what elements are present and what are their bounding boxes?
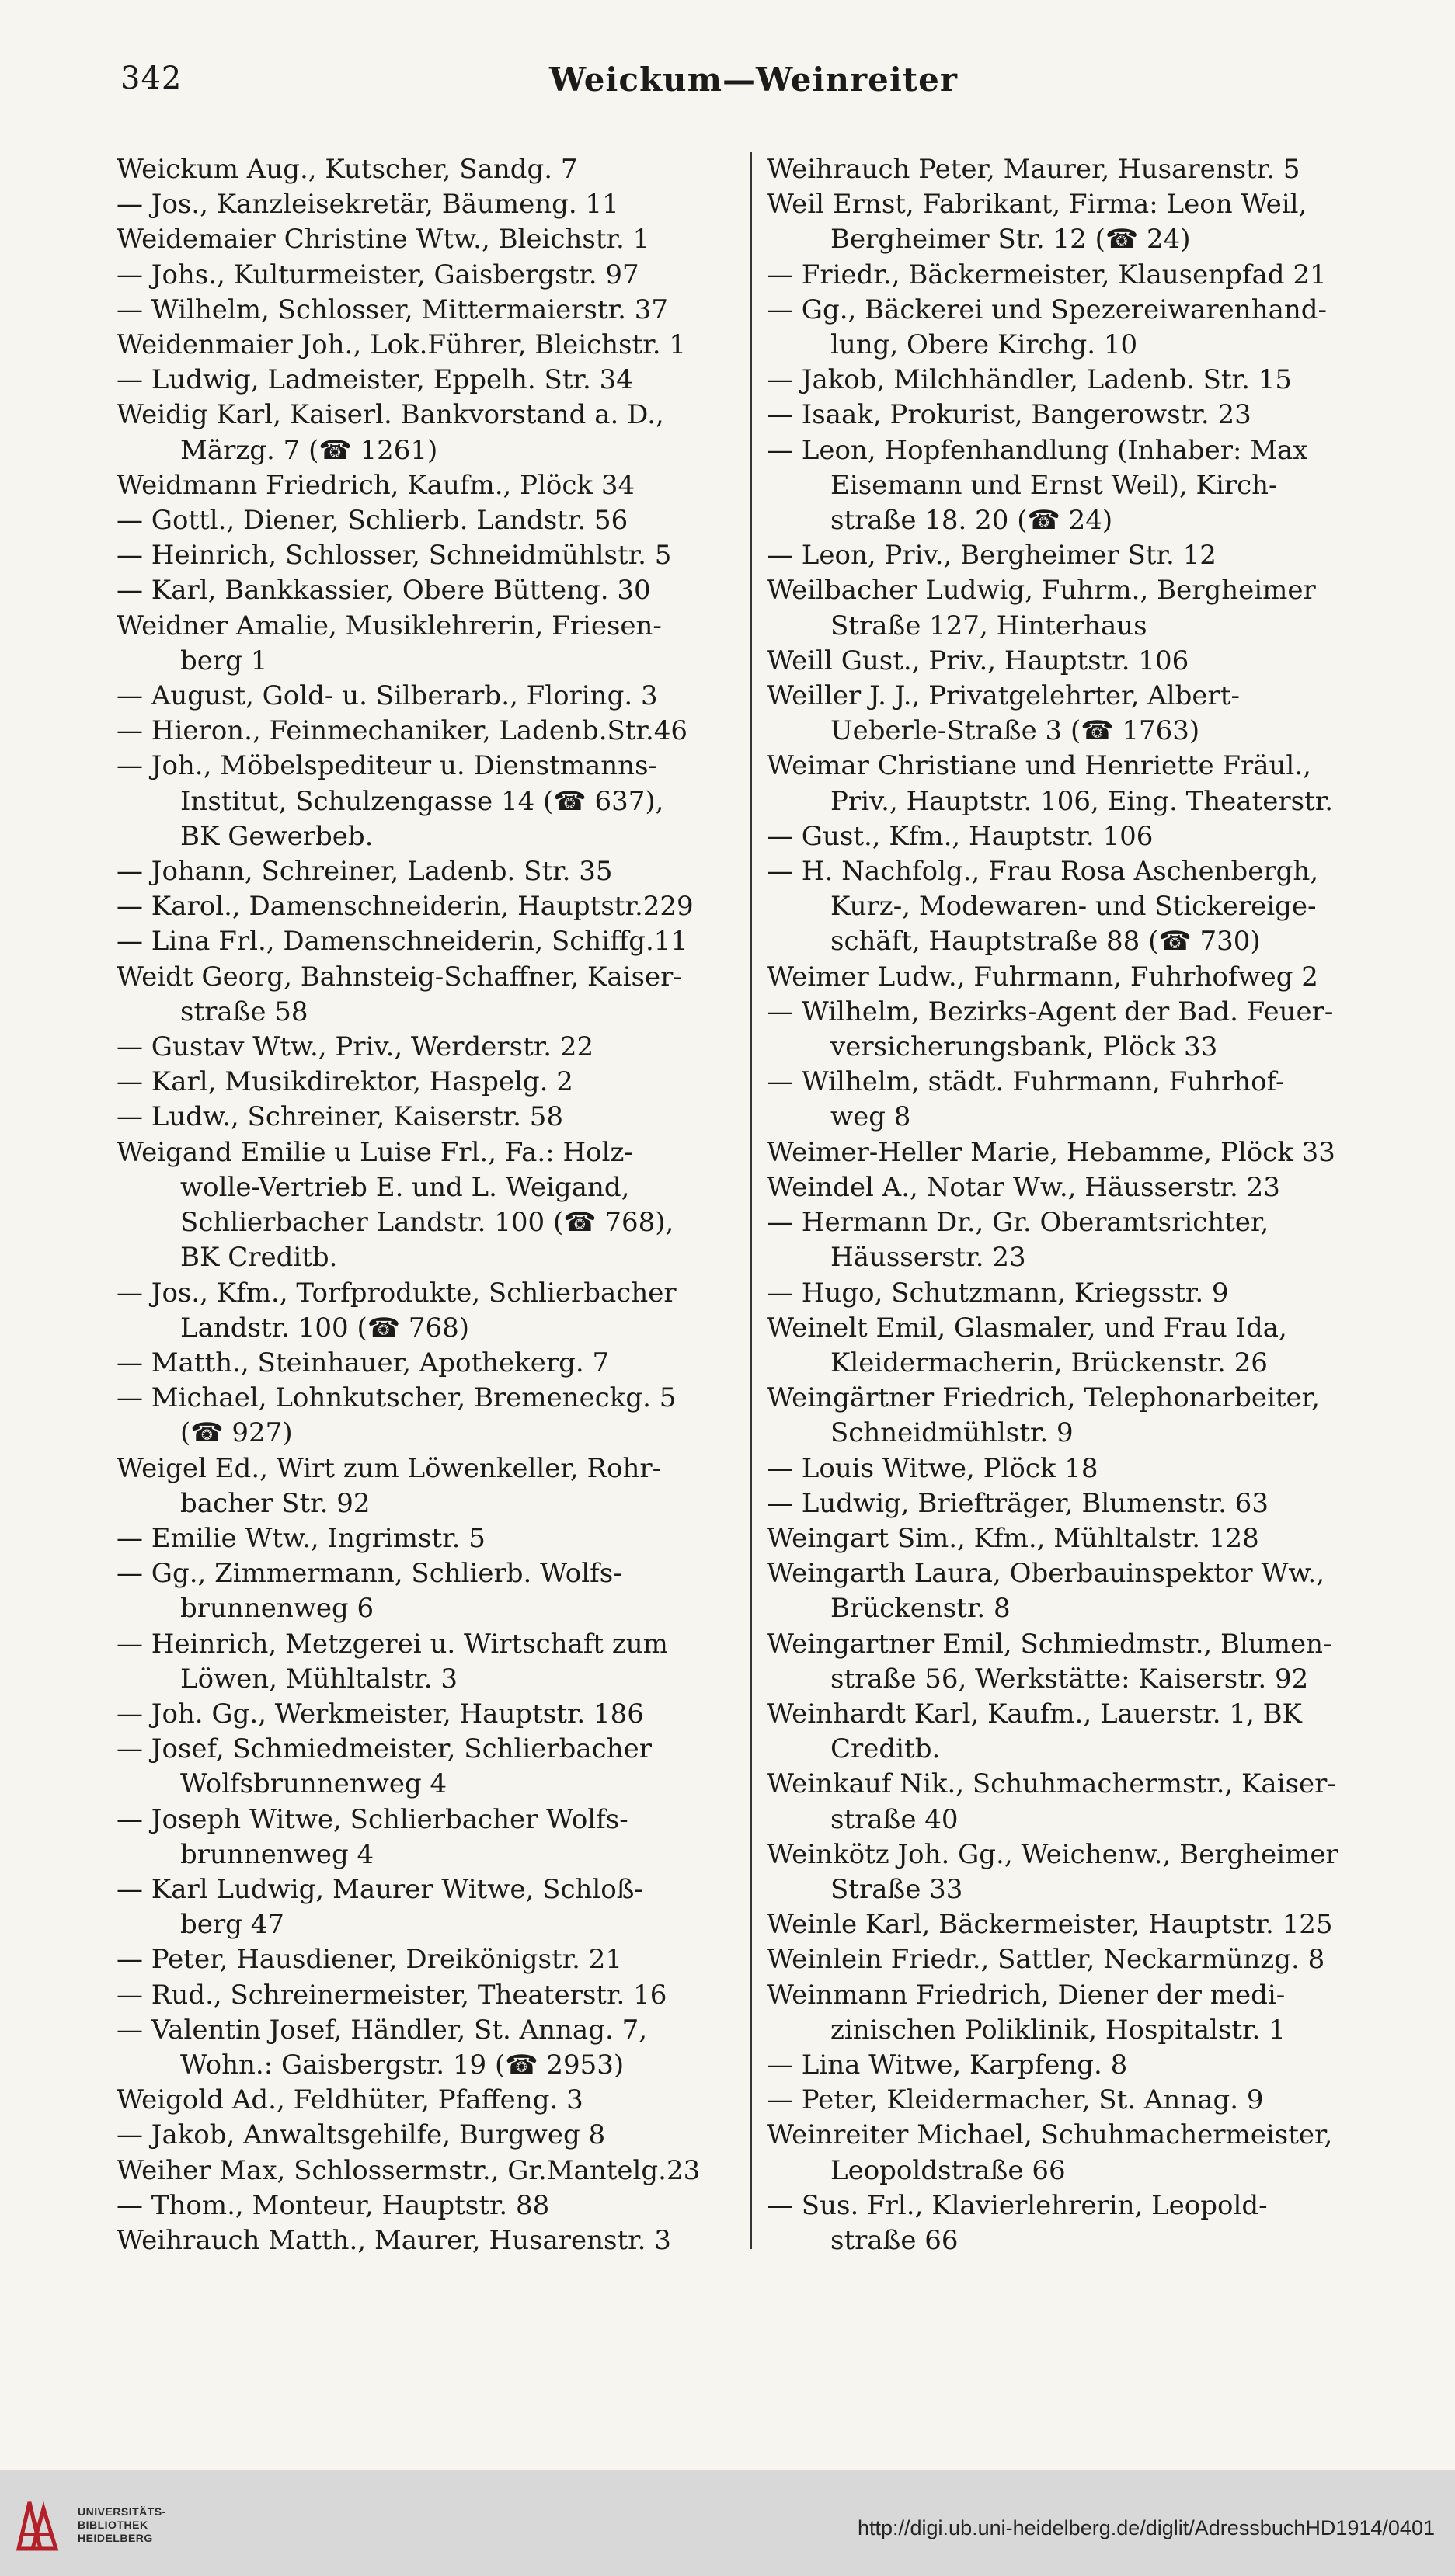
directory-entry-line: Weigand Emilie u Luise Frl., Fa.: Holz- xyxy=(117,1136,633,1168)
directory-entry-line: Brückenstr. 8 xyxy=(830,1593,1011,1625)
directory-entry-line: — Joh. Gg., Werkmeister, Hauptstr. 186 xyxy=(117,1698,644,1730)
directory-entry-line: Creditb. xyxy=(830,1733,941,1765)
footer-bar xyxy=(0,2470,1455,2576)
directory-entry-line: Weimer Ludw., Fuhrmann, Fuhrhofweg 2 xyxy=(767,961,1318,993)
directory-entry-line: Weinreiter Michael, Schuhmachermeister, xyxy=(767,2119,1333,2151)
directory-entry-line: Weinhardt Karl, Kaufm., Lauerstr. 1, BK xyxy=(767,1698,1302,1730)
directory-entry-line: weg 8 xyxy=(830,1101,911,1133)
directory-entry-line: BK Gewerbeb. xyxy=(180,820,374,852)
directory-entry-line: — August, Gold- u. Silberarb., Floring. 3 xyxy=(117,680,658,712)
directory-entry-line: Weimar Christiane und Henriette Fräul., xyxy=(767,750,1311,782)
directory-entry-line: Landstr. 100 (☎ 768) xyxy=(180,1312,470,1344)
directory-entry-line: — Isaak, Prokurist, Bangerowstr. 23 xyxy=(767,399,1251,431)
directory-entry-line: — Hermann Dr., Gr. Oberamtsrichter, xyxy=(767,1207,1269,1239)
directory-entry-line: bacher Str. 92 xyxy=(180,1487,371,1519)
directory-entry-line: Weihrauch Peter, Maurer, Husarenstr. 5 xyxy=(767,154,1300,185)
source-url-link[interactable]: http://digi.ub.uni-heidelberg.de/diglit/AdressbuchHD1914/0401 xyxy=(857,2516,1435,2539)
directory-entry-line: (☎ 927) xyxy=(180,1417,293,1449)
directory-entry-line: wolle-Vertrieb E. und L. Weigand, xyxy=(180,1171,630,1203)
directory-entry-line: Weickum Aug., Kutscher, Sandg. 7 xyxy=(117,154,578,185)
directory-entry-line: Wohn.: Gaisbergstr. 19 (☎ 2953) xyxy=(180,2049,625,2081)
directory-entry-line: — Jos., Kanzleisekretär, Bäumeng. 11 xyxy=(117,189,619,221)
right-column xyxy=(767,152,1388,2258)
directory-entry-line: brunnenweg 6 xyxy=(180,1593,374,1625)
directory-entry-line: Weinle Karl, Bäckermeister, Hauptstr. 125 xyxy=(767,1909,1333,1941)
directory-entry-line: — Leon, Hopfenhandlung (Inhaber: Max xyxy=(767,434,1308,466)
left-column xyxy=(117,152,747,2258)
directory-entry-line: — Louis Witwe, Plöck 18 xyxy=(767,1452,1098,1484)
directory-entry-line: — Jakob, Anwaltsgehilfe, Burgweg 8 xyxy=(117,2119,606,2151)
directory-entry-line: — H. Nachfolg., Frau Rosa Aschenbergh, xyxy=(767,856,1319,888)
directory-entry-line: Wolfsbrunnenweg 4 xyxy=(180,1768,447,1800)
directory-entry-line: Weil Ernst, Fabrikant, Firma: Leon Weil, xyxy=(767,189,1307,221)
directory-entry-line: — Wilhelm, Bezirks-Agent der Bad. Feuer- xyxy=(767,996,1334,1027)
directory-entry-line: — Lina Witwe, Karpfeng. 8 xyxy=(767,2049,1128,2081)
directory-entry-line: Weinlein Friedr., Sattler, Neckarmünzg. 8 xyxy=(767,1944,1325,1976)
directory-entry-line: — Wilhelm, städt. Fuhrmann, Fuhrhof- xyxy=(767,1066,1285,1098)
directory-entry-line: — Peter, Hausdiener, Dreikönigstr. 21 xyxy=(117,1944,622,1976)
directory-entry-line: — Johann, Schreiner, Ladenb. Str. 35 xyxy=(117,856,613,888)
column-divider xyxy=(750,152,752,2249)
directory-entry-line: Häusserstr. 23 xyxy=(830,1242,1026,1274)
directory-entry-line: Weingartner Emil, Schmiedmstr., Blumen- xyxy=(767,1628,1332,1660)
directory-entry-line: — Joh., Möbelspediteur u. Dienstmanns- xyxy=(117,750,658,782)
directory-entry-line: — Karl Ludwig, Maurer Witwe, Schloß- xyxy=(117,1873,643,1905)
directory-entry-line: — Matth., Steinhauer, Apothekerg. 7 xyxy=(117,1347,610,1378)
directory-entry-line: Weidemaier Christine Wtw., Bleichstr. 1 xyxy=(117,224,650,256)
library-name xyxy=(78,2505,166,2545)
directory-entry-line: Weigold Ad., Feldhüter, Pfaffeng. 3 xyxy=(117,2084,583,2116)
library-name-line: UNIVERSITÄTS- xyxy=(78,2505,166,2518)
directory-entry-line: berg 47 xyxy=(180,1909,284,1941)
directory-entry-line: Kurz-, Modewaren- und Stickereige- xyxy=(830,891,1317,923)
directory-entry-line: Weimer-Heller Marie, Hebamme, Plöck 33 xyxy=(767,1136,1335,1168)
directory-entry-line: — Karl, Bankkassier, Obere Bütteng. 30 xyxy=(117,575,651,607)
directory-entry-line: Leopoldstraße 66 xyxy=(830,2154,1066,2186)
directory-entry-line: Straße 33 xyxy=(830,1873,963,1905)
directory-entry-line: BK Creditb. xyxy=(180,1242,338,1274)
directory-entry-line: Schlierbacher Landstr. 100 (☎ 768), xyxy=(180,1207,674,1239)
library-name-line: BIBLIOTHEK xyxy=(78,2519,148,2531)
directory-entry-line: — Leon, Priv., Bergheimer Str. 12 xyxy=(767,540,1217,572)
directory-entry-line: Weinkauf Nik., Schuhmachermstr., Kaiser- xyxy=(767,1768,1336,1800)
directory-entry-line: — Gg., Bäckerei und Spezereiwarenhand- xyxy=(767,294,1328,325)
directory-entry-line: — Sus. Frl., Klavierlehrerin, Leopold- xyxy=(767,2189,1268,2221)
directory-entry-line: straße 18. 20 (☎ 24) xyxy=(830,505,1113,537)
directory-entry-line: — Johs., Kulturmeister, Gaisbergstr. 97 xyxy=(117,259,639,290)
directory-entry-line: — Ludw., Schreiner, Kaiserstr. 58 xyxy=(117,1101,564,1133)
directory-entry-line: — Gottl., Diener, Schlierb. Landstr. 56 xyxy=(117,505,628,537)
directory-entry-line: — Gg., Zimmermann, Schlierb. Wolfs- xyxy=(117,1558,622,1590)
directory-entry-line: lung, Obere Kirchg. 10 xyxy=(830,329,1138,361)
directory-entry-line: — Josef, Schmiedmeister, Schlierbacher xyxy=(117,1733,652,1765)
directory-entry-line: — Michael, Lohnkutscher, Bremeneckg. 5 xyxy=(117,1382,677,1414)
directory-entry-line: Weihrauch Matth., Maurer, Husarenstr. 3 xyxy=(117,2224,671,2256)
directory-entry-line: berg 1 xyxy=(180,645,268,676)
directory-entry-line: Weidmann Friedrich, Kaufm., Plöck 34 xyxy=(117,469,635,501)
directory-entry-line: Weiher Max, Schlossermstr., Gr.Mantelg.23 xyxy=(117,2154,701,2186)
directory-entry-line: — Peter, Kleidermacher, St. Annag. 9 xyxy=(767,2084,1264,2116)
directory-entry-line: Weill Gust., Priv., Hauptstr. 106 xyxy=(767,645,1189,676)
directory-entry-line: brunnenweg 4 xyxy=(180,1838,374,1870)
directory-entry-line: Bergheimer Str. 12 (☎ 24) xyxy=(830,224,1191,256)
directory-entry-line: Eisemann und Ernst Weil), Kirch- xyxy=(830,469,1278,501)
directory-entry-line: — Heinrich, Schlosser, Schneidmühlstr. 5 xyxy=(117,540,672,572)
directory-entry-line: Weinmann Friedrich, Diener der medi- xyxy=(767,1979,1286,2011)
directory-entry-line: Löwen, Mühltalstr. 3 xyxy=(180,1663,458,1695)
directory-entry-line: Weilbacher Ludwig, Fuhrm., Bergheimer xyxy=(767,575,1316,607)
directory-entry-line: Weinelt Emil, Glasmaler, und Frau Ida, xyxy=(767,1312,1287,1344)
directory-entry-line: Weingart Sim., Kfm., Mühltalstr. 128 xyxy=(767,1522,1259,1554)
directory-entry-line: Weigel Ed., Wirt zum Löwenkeller, Rohr- xyxy=(117,1452,662,1484)
directory-entry-line: — Lina Frl., Damenschneiderin, Schiffg.11 xyxy=(117,926,688,958)
directory-entry-line: — Karol., Damenschneiderin, Hauptstr.229 xyxy=(117,891,694,923)
directory-entry-line: — Jakob, Milchhändler, Ladenb. Str. 15 xyxy=(767,364,1292,396)
directory-entry-line: — Rud., Schreinermeister, Theaterstr. 16 xyxy=(117,1979,667,2011)
directory-entry-line: Märzg. 7 (☎ 1261) xyxy=(180,434,438,466)
directory-entry-line: Weingärtner Friedrich, Telephonarbeiter, xyxy=(767,1382,1320,1414)
directory-entry-line: — Friedr., Bäckermeister, Klausenpfad 21 xyxy=(767,259,1327,290)
directory-entry-line: Weindel A., Notar Ww., Häusserstr. 23 xyxy=(767,1171,1280,1203)
page-header xyxy=(120,61,1387,107)
library-name-line: HEIDELBERG xyxy=(78,2532,153,2544)
directory-entry-line: — Ludwig, Ladmeister, Eppelh. Str. 34 xyxy=(117,364,633,396)
directory-entry-line: Institut, Schulzengasse 14 (☎ 637), xyxy=(180,785,664,817)
directory-entry-line: — Emilie Wtw., Ingrimstr. 5 xyxy=(117,1522,486,1554)
directory-entry-line: — Thom., Monteur, Hauptstr. 88 xyxy=(117,2189,550,2221)
directory-entry-line: Schneidmühlstr. 9 xyxy=(830,1417,1074,1449)
directory-entry-line: Weidt Georg, Bahnsteig-Schaffner, Kaiser- xyxy=(117,961,682,993)
directory-entry-line: — Karl, Musikdirektor, Haspelg. 2 xyxy=(117,1066,573,1098)
directory-entry-line: Weidenmaier Joh., Lok.Führer, Bleichstr. 1 xyxy=(117,329,686,361)
directory-entry-line: straße 58 xyxy=(180,996,308,1027)
directory-entry-line: Weinkötz Joh. Gg., Weichenw., Bergheimer xyxy=(767,1838,1338,1870)
directory-entry-line: — Gust., Kfm., Hauptstr. 106 xyxy=(767,820,1154,852)
directory-entry-line: zinischen Poliklinik, Hospitalstr. 1 xyxy=(830,2014,1286,2046)
directory-entry-line: Weidig Karl, Kaiserl. Bankvorstand a. D., xyxy=(117,399,664,431)
directory-entry-line: Ueberle-Straße 3 (☎ 1763) xyxy=(830,715,1200,747)
library-logo xyxy=(14,2494,185,2557)
directory-entry-line: Weiller J. J., Privatgelehrter, Albert- xyxy=(767,680,1240,712)
directory-entry-line: schäft, Hauptstraße 88 (☎ 730) xyxy=(830,926,1261,958)
directory-entry-line: — Jos., Kfm., Torfprodukte, Schlierbacher xyxy=(117,1277,677,1309)
directory-entry-line: Weidner Amalie, Musiklehrerin, Friesen- xyxy=(117,610,662,641)
directory-entry-line: Straße 127, Hinterhaus xyxy=(830,610,1147,641)
directory-entry-line: — Valentin Josef, Händler, St. Annag. 7, xyxy=(117,2014,648,2046)
library-seal-icon xyxy=(14,2494,64,2557)
directory-entry-line: — Joseph Witwe, Schlierbacher Wolfs- xyxy=(117,1803,628,1835)
directory-entry-line: — Wilhelm, Schlosser, Mittermaierstr. 37 xyxy=(117,294,669,325)
page-number: 342 xyxy=(120,61,183,96)
directory-entry-line: straße 66 xyxy=(830,2224,959,2256)
directory-entry-line: — Gustav Wtw., Priv., Werderstr. 22 xyxy=(117,1031,594,1063)
running-head: Weickum—Weinreiter xyxy=(548,61,959,99)
directory-entry-line: — Heinrich, Metzgerei u. Wirtschaft zum xyxy=(117,1628,668,1660)
directory-entry-line: versicherungsbank, Plöck 33 xyxy=(830,1031,1218,1063)
directory-entry-line: — Hugo, Schutzmann, Kriegsstr. 9 xyxy=(767,1277,1229,1309)
directory-entry-line: straße 40 xyxy=(830,1803,959,1835)
directory-entry-line: Kleidermacherin, Brückenstr. 26 xyxy=(830,1347,1268,1378)
directory-entry-line: Priv., Hauptstr. 106, Eing. Theaterstr. xyxy=(830,785,1334,817)
directory-entry-line: straße 56, Werkstätte: Kaiserstr. 92 xyxy=(830,1663,1309,1695)
directory-entry-line: — Hieron., Feinmechaniker, Ladenb.Str.46 xyxy=(117,715,688,747)
directory-entry-line: — Ludwig, Briefträger, Blumenstr. 63 xyxy=(767,1487,1269,1519)
directory-entry-line: Weingarth Laura, Oberbauinspektor Ww., xyxy=(767,1558,1325,1590)
